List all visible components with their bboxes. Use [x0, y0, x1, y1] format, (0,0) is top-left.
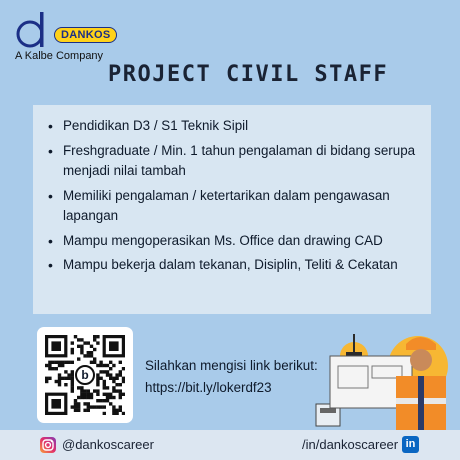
apply-link[interactable]: https://bit.ly/lokerdf23 [145, 380, 272, 395]
qr-module [83, 393, 86, 396]
qr-module [109, 393, 112, 396]
qr-module [122, 393, 125, 396]
qr-module [115, 373, 118, 376]
qr-module [119, 409, 122, 412]
qr-module [77, 405, 80, 408]
qr-code[interactable] [37, 327, 133, 423]
qr-module [106, 373, 109, 376]
qr-module [106, 386, 109, 389]
qr-module [64, 370, 67, 373]
qr-module [103, 393, 106, 396]
qr-module [58, 380, 61, 383]
qr-module [119, 361, 122, 364]
qr-module [103, 380, 106, 383]
qr-module [83, 402, 86, 405]
qr-module [119, 396, 122, 399]
qr-module [87, 396, 90, 399]
requirement-item: • Mampu bekerja dalam tekanan, Disiplin, Teliti & Cekatan [47, 255, 419, 276]
instagram-handle[interactable]: @dankoscareer [62, 437, 154, 452]
logo-mark-icon [14, 12, 54, 52]
qr-module [115, 377, 118, 380]
qr-module [80, 351, 83, 354]
qr-module [71, 405, 74, 408]
qr-module [96, 389, 99, 392]
qr-module [74, 402, 77, 405]
qr-module [87, 409, 90, 412]
qr-module [96, 393, 99, 396]
qr-module [96, 380, 99, 383]
qr-module [109, 361, 112, 364]
qr-module [71, 341, 74, 344]
qr-module [77, 396, 80, 399]
qr-module [93, 357, 96, 360]
requirements-panel [33, 105, 431, 314]
qr-module [90, 354, 93, 357]
qr-module [45, 377, 48, 380]
qr-module [71, 348, 74, 351]
qr-module [67, 377, 70, 380]
qr-module [96, 383, 99, 386]
qr-module [61, 361, 64, 364]
qr-module [51, 361, 54, 364]
qr-module [48, 364, 51, 367]
qr-module [115, 389, 118, 392]
qr-module [87, 389, 90, 392]
qr-module [80, 386, 83, 389]
qr-module [119, 389, 122, 392]
qr-module [96, 373, 99, 376]
qr-module [93, 348, 96, 351]
qr-module [55, 380, 58, 383]
requirements-list [47, 116, 419, 276]
qr-module [71, 377, 74, 380]
qr-module [83, 341, 86, 344]
linkedin-handle[interactable]: /in/dankoscareer [302, 437, 399, 452]
qr-module [119, 393, 122, 396]
page-title: PROJECT CIVIL STAFF [108, 62, 389, 87]
qr-module [103, 383, 106, 386]
qr-module [80, 389, 83, 392]
qr-module [106, 364, 109, 367]
qr-module [106, 370, 109, 373]
qr-module [122, 412, 125, 415]
instagram-icon[interactable] [40, 437, 56, 453]
qr-module [90, 405, 93, 408]
qr-module [106, 396, 109, 399]
qr-module [77, 345, 80, 348]
requirement-item: • Mampu mengoperasikan Ms. Office dan drawing CAD [47, 231, 419, 252]
qr-module [93, 405, 96, 408]
qr-module [112, 386, 115, 389]
qr-module [112, 389, 115, 392]
qr-module [87, 341, 90, 344]
qr-module [103, 364, 106, 367]
qr-module [87, 354, 90, 357]
qr-module [90, 361, 93, 364]
qr-module [112, 405, 115, 408]
qr-module [90, 351, 93, 354]
qr-module [109, 402, 112, 405]
qr-module [83, 354, 86, 357]
linkedin-icon[interactable]: in [402, 436, 419, 453]
qr-module [112, 364, 115, 367]
qr-module [71, 373, 74, 376]
qr-finder [109, 341, 119, 351]
qr-module [83, 389, 86, 392]
qr-module [90, 345, 93, 348]
qr-module [112, 412, 115, 415]
requirement-item: • Freshgraduate / Min. 1 tahun pengalaman di bidang serupa menjadi nilai tambah [47, 141, 419, 182]
qr-module [103, 370, 106, 373]
qr-module [74, 335, 77, 338]
qr-module [77, 402, 80, 405]
qr-module [122, 380, 125, 383]
qr-module [58, 361, 61, 364]
qr-module [96, 405, 99, 408]
qr-module [71, 370, 74, 373]
qr-module [61, 377, 64, 380]
qr-module [96, 364, 99, 367]
qr-module [112, 380, 115, 383]
qr-module [99, 377, 102, 380]
qr-module [80, 345, 83, 348]
qr-module [74, 399, 77, 402]
qr-module [45, 364, 48, 367]
qr-module [77, 357, 80, 360]
qr-module [87, 393, 90, 396]
qr-module [48, 377, 51, 380]
qr-module [87, 405, 90, 408]
qr-module [80, 393, 83, 396]
qr-module [122, 377, 125, 380]
qr-module [71, 351, 74, 354]
qr-module [61, 364, 64, 367]
qr-module [48, 361, 51, 364]
qr-module [67, 373, 70, 376]
qr-module [58, 373, 61, 376]
qr-module [64, 377, 67, 380]
qr-module [96, 341, 99, 344]
logo-badge: DANKOS [54, 27, 117, 43]
qr-module [90, 393, 93, 396]
qr-module [51, 367, 54, 370]
qr-module [93, 335, 96, 338]
qr-module [93, 389, 96, 392]
qr-module [103, 405, 106, 408]
qr-module [112, 396, 115, 399]
qr-module [109, 373, 112, 376]
qr-module [58, 383, 61, 386]
engineer-illustration [310, 326, 460, 430]
qr-module [103, 399, 106, 402]
footer-bar [0, 430, 460, 460]
qr-module [48, 367, 51, 370]
qr-module [93, 338, 96, 341]
qr-module [99, 370, 102, 373]
qr-module [80, 396, 83, 399]
apply-text [145, 355, 318, 399]
qr-module [96, 335, 99, 338]
logo-subtitle: A Kalbe Company [15, 50, 104, 62]
qr-module [77, 386, 80, 389]
qr-module [90, 396, 93, 399]
qr-finder [51, 399, 61, 409]
qr-module [71, 383, 74, 386]
qr-module [74, 405, 77, 408]
qr-module [96, 377, 99, 380]
qr-module [119, 370, 122, 373]
qr-module [74, 409, 77, 412]
qr-module [87, 402, 90, 405]
qr-module [103, 412, 106, 415]
qr-module [99, 361, 102, 364]
requirement-item: • Pendidikan D3 / S1 Teknik Sipil [47, 116, 419, 137]
qr-module [77, 409, 80, 412]
dankos-logo [14, 12, 134, 62]
qr-module [64, 383, 67, 386]
qr-module [93, 361, 96, 364]
qr-module [99, 399, 102, 402]
qr-center-logo: b [75, 365, 95, 385]
qr-module [71, 361, 74, 364]
apply-instruction: Silahkan mengisi link berikut: [145, 358, 318, 373]
qr-module [71, 389, 74, 392]
qr-module [109, 396, 112, 399]
qr-module [119, 405, 122, 408]
qr-module [109, 367, 112, 370]
qr-module [71, 380, 74, 383]
qr-module [87, 351, 90, 354]
qr-module [115, 409, 118, 412]
qr-module [112, 377, 115, 380]
qr-module [106, 399, 109, 402]
qr-module [58, 364, 61, 367]
qr-module [58, 377, 61, 380]
qr-module [115, 383, 118, 386]
qr-finder [51, 341, 61, 351]
qr-module [115, 412, 118, 415]
qr-module [119, 383, 122, 386]
qr-module [122, 367, 125, 370]
qr-module [64, 361, 67, 364]
qr-module [99, 364, 102, 367]
qr-module [77, 338, 80, 341]
qr-module [45, 380, 48, 383]
qr-module [119, 373, 122, 376]
qr-module [112, 409, 115, 412]
qr-module [55, 361, 58, 364]
qr-module [109, 377, 112, 380]
qr-module [55, 367, 58, 370]
qr-module [83, 409, 86, 412]
qr-module [99, 405, 102, 408]
qr-module [106, 393, 109, 396]
qr-module [71, 386, 74, 389]
qr-module [80, 338, 83, 341]
qr-module [103, 386, 106, 389]
requirement-item: • Memiliki pengalaman / ketertarikan dalam pengawasan lapangan [47, 186, 419, 227]
qr-module [67, 361, 70, 364]
qr-module [96, 399, 99, 402]
qr-module [83, 396, 86, 399]
qr-module [80, 348, 83, 351]
